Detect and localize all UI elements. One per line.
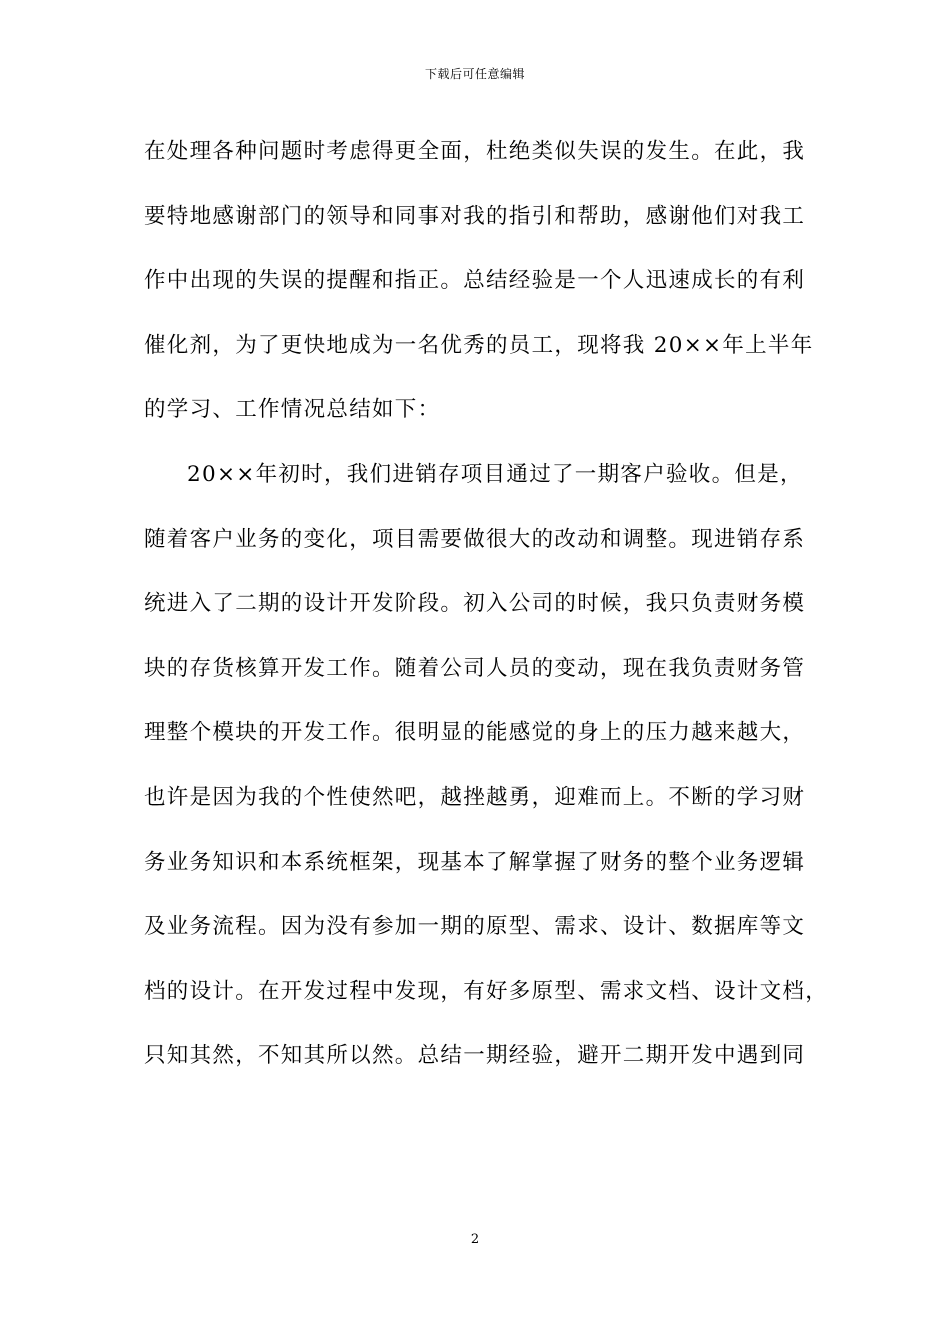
text-line: 档的设计。在开发过程中发现，有好多原型、需求文档、设计文档， — [144, 978, 829, 1004]
text-line: 的学习、工作情况总结如下： — [144, 397, 441, 423]
paragraph-first-line: 20××年初时，我们进销存项目通过了一期客户验收。但是， — [187, 461, 803, 487]
text-line: 只知其然，不知其所以然。总结一期经验，避开二期开发中遇到同 — [144, 1043, 806, 1069]
text-line: 务业务知识和本系统框架，现基本了解掌握了财务的整个业务逻辑 — [144, 849, 806, 875]
page-header: 下载后可任意编辑 — [424, 67, 525, 81]
text-line: 作中出现的失误的提醒和指正。总结经验是一个人迅速成长的有利 — [144, 268, 806, 294]
text-line: 催化剂，为了更快地成为一名优秀的员工，现将我 20××年上半年 — [144, 332, 814, 358]
text-line: 要特地感谢部门的领导和同事对我的指引和帮助，感谢他们对我工 — [144, 203, 806, 229]
text-line: 理整个模块的开发工作。很明显的能感觉的身上的压力越来越大， — [144, 720, 806, 746]
text-line: 随着客户业务的变化，项目需要做很大的改动和调整。现进销存系 — [144, 526, 806, 552]
text-line: 及业务流程。因为没有参加一期的原型、需求、设计、数据库等文 — [144, 914, 806, 940]
text-line: 也许是因为我的个性使然吧，越挫越勇，迎难而上。不断的学习财 — [144, 784, 806, 810]
text-line: 块的存货核算开发工作。随着公司人员的变动，现在我负责财务管 — [144, 655, 806, 681]
text-line: 在处理各种问题时考虑得更全面，杜绝类似失误的发生。在此，我 — [144, 139, 806, 164]
page-number: 2 — [470, 1232, 480, 1247]
body-text — [144, 128, 829, 1097]
text-line: 统进入了二期的设计开发阶段。初入公司的时候，我只负责财务模 — [144, 591, 806, 617]
